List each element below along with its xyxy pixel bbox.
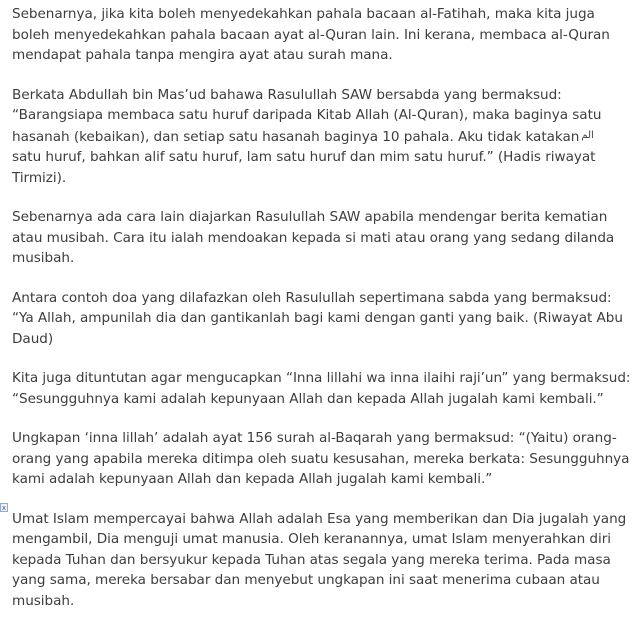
ad-close-icon[interactable]: x	[1, 504, 7, 512]
paragraph-4: Antara contoh doa yang dilafazkan oleh Rasulullah sepertimana sabda yang bermaksud: “Ya Allah, ampunilah dia dan gantikanlah bagi kami dengan ganti yang baik. (Riwayat Abu Daud)	[12, 289, 623, 347]
paragraph-1: Sebenarnya, jika kita boleh menyedekahkan pahala bacaan al-Fatihah, maka kita juga boleh menyedekahkan pahala bacaan ayat al-Quran lain. Ini kerana, membaca al-Quran mendapat pahala tanpa mengira ayat atau surah mana.	[12, 6, 610, 63]
paragraph-2	[12, 85, 634, 189]
paragraph-5: Kita juga dituntutan agar mengucapkan “Inna lillahi wa inna ilaihi raji’un” yang bermaksud: “Sesungguhnya kami adalah kepunyaan Allah dan kepada Allah jugalah kami kembali.”	[12, 370, 631, 407]
paragraph-6: Ungkapan ‘inna lillah’ adalah ayat 156 surah al-Baqarah yang bermaksud: “(Yaitu) orang-orang yang apabila mereka ditimpa oleh suatu kesusahan, mereka berkata: Sesungguhnya kami adalah kepunyaan Allah dan kepada Allah jugalah kami kembali.”	[12, 430, 630, 487]
paragraph-3: Sebenarnya ada cara lain diajarkan Rasulullah SAW apabila mendengar berita kematian atau musibah. Cara itu ialah mendoakan kepada si mati atau orang yang sedang dilanda musibah.	[12, 209, 615, 266]
paragraph-2-text-before: Berkata Abdullah bin Mas’ud bahawa Rasulullah SAW bersabda yang bermaksud: “Barangsiapa membaca satu huruf daripada Kitab Allah (Al-Quran), maka baginya satu hasanah (kebaikan), dan setiap satu hasanah baginya 10 pahala. Aku tidak katakan	[12, 86, 602, 145]
arabic-letters: الم	[581, 129, 594, 141]
paragraph-2-text-after: satu huruf, bahkan alif satu huruf, lam satu huruf dan mim satu huruf.” (Hadis riwayat Tirmizi).	[12, 149, 596, 186]
article-body	[12, 4, 634, 630]
paragraph-7: Umat Islam mempercayai bahwa Allah adalah Esa yang memberikan dan Dia jugalah yang mengambil, Dia menguji umat manusia. Oleh keranannya, umat Islam menyerahkan diri kepada Tuhan dan bersyukur kepada Tuhan atas segala yang mereka terima. Pada masa yang sama, mereka bersabar dan menyebut ungkapan ini saat menerima cubaan atau musibah.	[12, 510, 627, 609]
